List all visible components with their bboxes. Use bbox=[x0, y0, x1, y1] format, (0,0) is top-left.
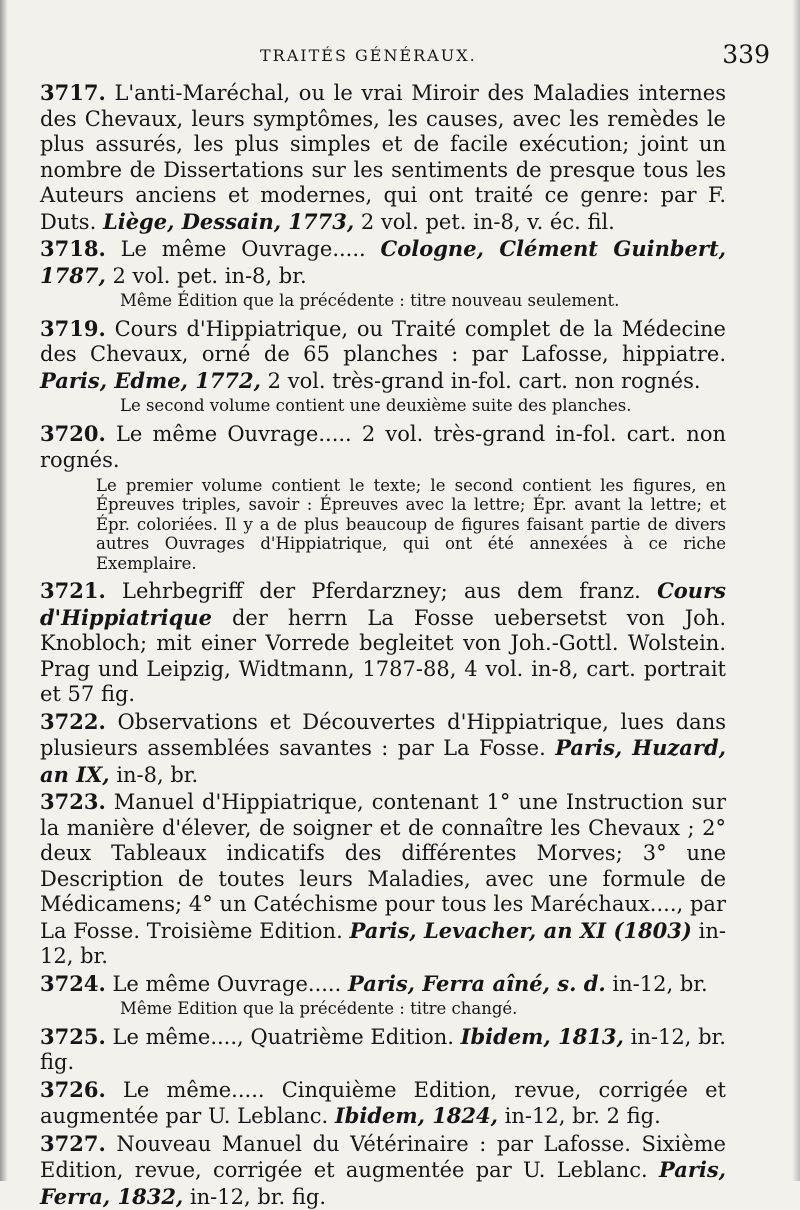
entry-3718 bbox=[40, 236, 726, 289]
entry-format: in-12, br. 2 fig. bbox=[505, 1104, 661, 1128]
entry-number: 3719. bbox=[40, 316, 106, 341]
entry-title: Le même...., Quatrième Edition. bbox=[113, 1025, 454, 1049]
page-number: 339 bbox=[722, 40, 770, 69]
entry-imprint: Ibidem, 1824, bbox=[335, 1103, 498, 1128]
entry-number: 3725. bbox=[40, 1024, 106, 1049]
entry-number: 3727. bbox=[40, 1131, 106, 1156]
entry-number: 3718. bbox=[40, 236, 106, 261]
entry-note: Même Edition que la précédente : titre changé. bbox=[120, 999, 726, 1019]
entry-title: Le même Ouvrage..... 2 vol. très-grand in-fol. cart. non rognés. bbox=[40, 422, 726, 473]
entry-title: Observations et Découvertes d'Hippiatrique, lues dans plusieurs assemblées savantes : par La Fosse. bbox=[40, 710, 726, 761]
page-right-edge-shadow bbox=[792, 0, 800, 1181]
entry-format: in-12, br. fig. bbox=[40, 1025, 726, 1075]
entry-number: 3724. bbox=[40, 971, 106, 996]
entry-number: 3720. bbox=[40, 421, 106, 446]
entry-number: 3726. bbox=[40, 1077, 106, 1102]
entry-note: Le premier volume contient le texte; le second contient les figures, en Épreuves triples, savoir : Épreuves avec la lettre; Épr. avant la lettre; et Épr. coloriées. Il y a de plus beaucoup de figures faisant partie de divers autres Ouvrages d'Hippiatrique, qui ont été annexées à ce riche Exemplaire. bbox=[96, 476, 726, 574]
entry-note: Même Édition que la précédente : titre nouveau seulement. bbox=[120, 291, 726, 311]
entry-format: 2 vol. pet. in-8, v. éc. fil. bbox=[361, 210, 615, 234]
entry-format: 2 vol. très-grand in-fol. cart. non rognés. bbox=[268, 369, 701, 393]
entry-title: Cours d'Hippiatrique, ou Traité complet de la Médecine des Chevaux, orné de 65 planches : par Lafosse, hippiatre. bbox=[40, 317, 726, 367]
entry-imprint: Paris, Ferra aîné, s. d. bbox=[348, 971, 606, 996]
page-header bbox=[40, 40, 726, 78]
entry-3722 bbox=[40, 709, 726, 789]
entry-3726 bbox=[40, 1077, 726, 1130]
entry-format: in-8, br. bbox=[116, 763, 198, 787]
entry-imprint: Paris, Ferra, 1832, bbox=[40, 1157, 726, 1209]
entry-number: 3723. bbox=[40, 789, 106, 814]
entry-3717 bbox=[40, 80, 726, 235]
running-title: TRAITÉS GÉNÉRAUX. bbox=[260, 46, 477, 65]
entry-title: Le même Ouvrage..... bbox=[121, 237, 366, 261]
entry-format: der herrn La Fosse uebersetst von Joh. Knobloch; mit einer Vorrede begleitet von Joh.-Gottl. Wolstein. Prag und Leipzig, Widtmann, 1787-88, 4 vol. in-8, cart. portrait et 57 fig. bbox=[40, 606, 726, 707]
entry-number: 3717. bbox=[40, 80, 106, 105]
entry-3719 bbox=[40, 316, 726, 395]
entry-format: in-12, br. bbox=[40, 919, 726, 969]
entry-imprint: Paris, Edme, 1772, bbox=[40, 368, 261, 393]
entry-number: 3721. bbox=[40, 578, 106, 603]
entry-title: Nouveau Manuel du Vétérinaire : par Lafosse. Sixième Edition, revue, corrigée et augmentée par U. Leblanc. bbox=[40, 1132, 726, 1183]
entry-title: Le même..... Cinquième Edition, revue, corrigée et augmentée par U. Leblanc. bbox=[40, 1078, 726, 1129]
entry-imprint: Paris, Levacher, an XI (1803) bbox=[350, 918, 692, 943]
entry-3725 bbox=[40, 1024, 726, 1076]
page-left-edge-shadow bbox=[0, 0, 8, 1181]
entry-imprint: Cours d'Hippiatrique bbox=[40, 578, 726, 630]
entry-3723 bbox=[40, 789, 726, 970]
entry-note: Le second volume contient une deuxième suite des planches. bbox=[120, 396, 726, 416]
entry-format: in-12, br. fig. bbox=[190, 1185, 326, 1209]
entry-title: Lehrbegriff der Pferdarzney; aus dem franz. bbox=[122, 579, 641, 603]
entry-format: in-12, br. bbox=[612, 972, 707, 996]
entry-format: 2 vol. pet. in-8, br. bbox=[112, 264, 306, 288]
entry-imprint: Cologne, Clément Guinbert, 1787, bbox=[40, 236, 726, 288]
entry-imprint: Paris, Huzard, an IX, bbox=[40, 735, 726, 787]
entry-3727 bbox=[40, 1131, 726, 1210]
entry-imprint: Ibidem, 1813, bbox=[461, 1024, 624, 1049]
entry-title: L'anti-Maréchal, ou le vrai Miroir des Maladies internes des Chevaux, leurs symptômes, les causes, avec les remèdes le plus assurés, les plus simples et de facile exécution; joint un nombre de Dissertations sur les sentiments de presque tous les Auteurs anciens et modernes, qui ont traité ce genre: par F. Duts. bbox=[40, 81, 726, 234]
entry-3721 bbox=[40, 578, 726, 708]
entry-imprint: Liège, Dessain, 1773, bbox=[103, 209, 354, 234]
entry-title: Manuel d'Hippiatrique, contenant 1° une Instruction sur la manière d'élever, de soigner et de connaître les Chevaux ; 2° deux Tableaux indicatifs des différentes Morves; 3° une Description de toutes leurs Maladies, avec une formule de Médicamens; 4° un Catéchisme pour tous les Maréchaux...., par La Fosse. Troisième Edition. bbox=[40, 790, 726, 943]
entry-3724 bbox=[40, 971, 726, 998]
entry-number: 3722. bbox=[40, 709, 106, 734]
entry-3720 bbox=[40, 421, 726, 474]
entry-title: Le même Ouvrage..... bbox=[112, 972, 341, 996]
